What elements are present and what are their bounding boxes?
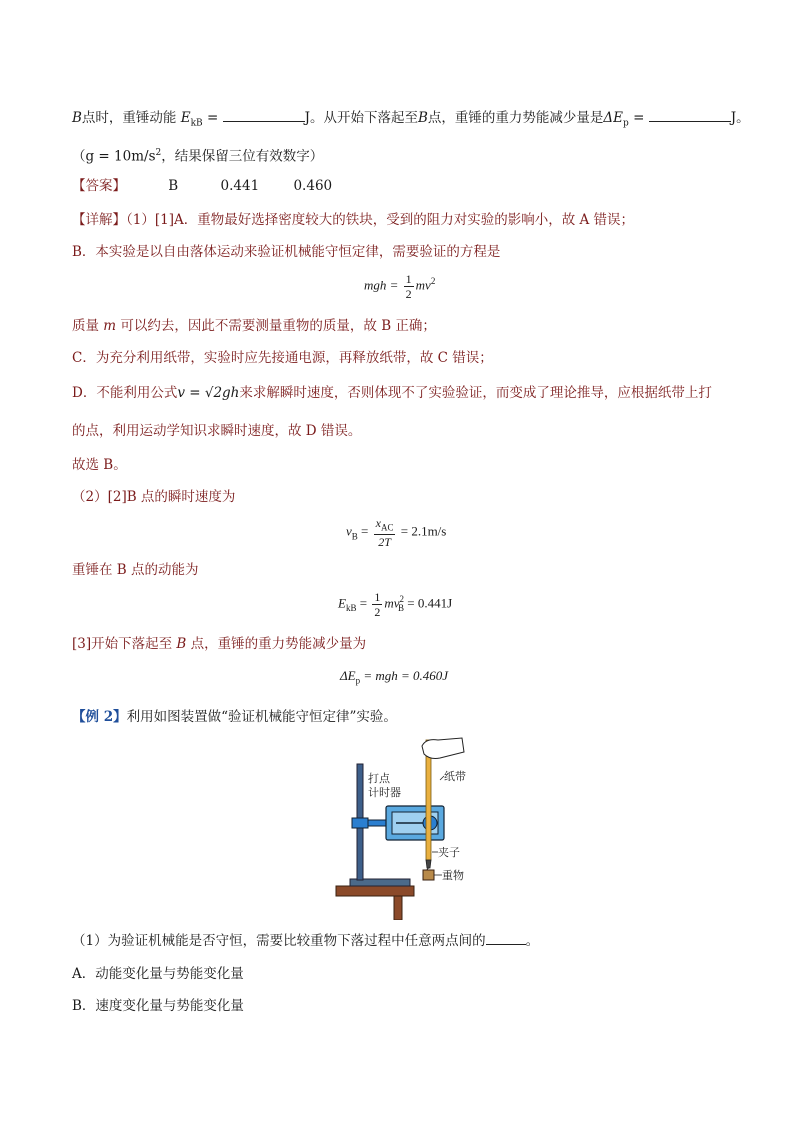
detail-line-9: 重锤在 B 点的动能为 [72,562,199,578]
label-timer-1: 打点 [368,772,390,785]
clip-shape [426,860,431,868]
answer-line [72,176,332,196]
example2-question-1: （1）为验证机械能是否守恒，需要比较重物下落过程中任意两点间的 。 [72,933,540,949]
answer-blank-ep[interactable] [649,108,731,122]
detail-line-3: 质量 m 可以约去，因此不需要测量重物的质量，故 B 正确； [72,318,436,334]
detail-line-2: B．本实验是以自由落体运动来验证机械能守恒定律，需要验证的方程是 [72,244,501,260]
option-a: A．动能变化量与势能变化量 [72,966,244,982]
table-top [336,886,414,896]
answer-value-2: 0.441 [220,178,260,194]
detail-line-7: 故选 B。 [72,457,127,473]
detail-line-10: [3]开始下落起至 B 点，重锤的重力势能减少量为 [72,636,367,652]
detail-line-1: 【详解】（1）[1]A．重物最好选择密度较大的铁块，受到的阻力对实验的影响小，故 A 错误； [72,212,635,228]
formula-kinetic-energy: $E_{kB}$ = $\frac{1}{2}$ $mv^2_B = 0.441J$ [338,590,453,619]
answer-label: 【答案】 [72,178,126,194]
label-weight: 重物 [442,869,464,882]
detail-line-5: D．不能利用公式v = √2gh来求解瞬时速度，否则体现不了实验验证，而变成了理论推导，应根据纸带上打 [72,385,712,401]
clamp-block [352,818,368,828]
question-end-line: B点时，重锤动能 $E_{kB} = J$。从开始下落起至B点，重锤的重力势能减少量是$\Delta E_p = J$。 [72,110,750,129]
table-leg [394,896,402,920]
hand-shape [422,738,464,759]
answer-value-3: 0.460 [293,178,333,194]
answer-blank-ek[interactable] [223,108,305,122]
apparatus-figure [330,736,480,920]
formula-sqrt: v = √2gh [177,385,240,401]
label-timer-2: 计时器 [368,786,401,799]
label-tape: 纸带 [444,770,466,783]
example2-heading: 【例 2】利用如图装置做“验证机械能守恒定律”实验。 [72,709,397,725]
weight-block [423,870,434,880]
answer-value-1: B [168,178,179,194]
point-b-label: B [72,110,82,126]
label-clip: 夹子 [438,846,460,859]
g-note: （$g = 10m/s^2$，结果保留三位有效数字） [72,148,324,165]
detail-line-8: （2）[2]B 点的瞬时速度为 [72,489,236,505]
answer-blank-q1[interactable] [486,931,526,945]
formula-potential-energy: $\Delta E_p$ = mgh = 0.460J [340,668,449,686]
detail-line-4: C．为充分利用纸带，实验时应先接通电源，再释放纸带，故 C 错误； [72,350,493,366]
option-b: B．速度变化量与势能变化量 [72,998,244,1014]
detail-label: 【详解】 [72,212,126,228]
formula-velocity: $v_B$ = $\frac{x_{AC}}{2T}$ = 2.1m/s [346,516,447,550]
detail-line-6: 的点，利用运动学知识求瞬时速度，故 D 错误。 [72,423,362,439]
example2-label: 【例 2】 [72,709,127,725]
formula-energy-conservation: mgh = $\frac{1}{2}$ $mv^2$ [364,272,436,301]
